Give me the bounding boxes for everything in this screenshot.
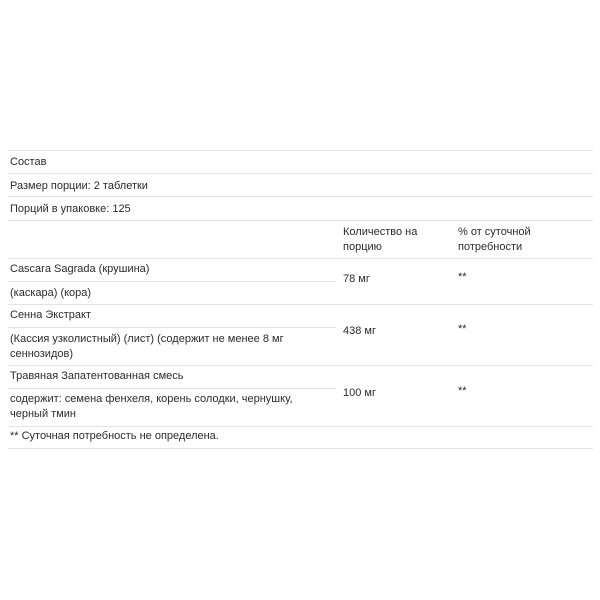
ingredient-name: Сенна Экстракт — [10, 309, 91, 321]
ingredient-daily-value: ** — [458, 323, 467, 335]
ingredient-name: Травяная Запатентованная смесь — [10, 370, 184, 382]
divider — [8, 196, 593, 197]
ingredient-name: Cascara Sagrada (крушина) — [10, 263, 150, 275]
divider — [8, 365, 593, 366]
divider — [8, 304, 593, 305]
footnote: ** Суточная потребность не определена. — [10, 430, 219, 442]
divider — [8, 448, 593, 449]
column-header-daily-value: % от суточной потребности — [458, 226, 531, 253]
ingredient-daily-value: ** — [458, 385, 467, 397]
divider — [8, 150, 593, 151]
divider — [8, 173, 593, 174]
ingredient-amount: 78 мг — [343, 273, 370, 285]
ingredient-amount: 438 мг — [343, 325, 376, 337]
divider — [8, 426, 593, 427]
divider — [8, 327, 336, 328]
panel-title: Состав — [10, 156, 47, 168]
divider — [8, 388, 336, 389]
ingredient-detail: содержит: семена фенхеля, корень солодки, чернушку, черный тмин — [10, 393, 293, 420]
divider — [8, 220, 593, 221]
ingredient-daily-value: ** — [458, 271, 467, 283]
ingredient-detail: (Кассия узколистный) (лист) (содержит не менее 8 мг сеннозидов) — [10, 333, 284, 360]
servings-per-container: Порций в упаковке: 125 — [10, 203, 131, 215]
divider — [8, 281, 336, 282]
ingredient-amount: 100 мг — [343, 387, 376, 399]
ingredient-detail: (каскара) (кора) — [10, 287, 92, 299]
serving-size: Размер порции: 2 таблетки — [10, 180, 148, 192]
column-header-amount: Количество на порцию — [343, 226, 418, 253]
divider — [8, 258, 593, 259]
